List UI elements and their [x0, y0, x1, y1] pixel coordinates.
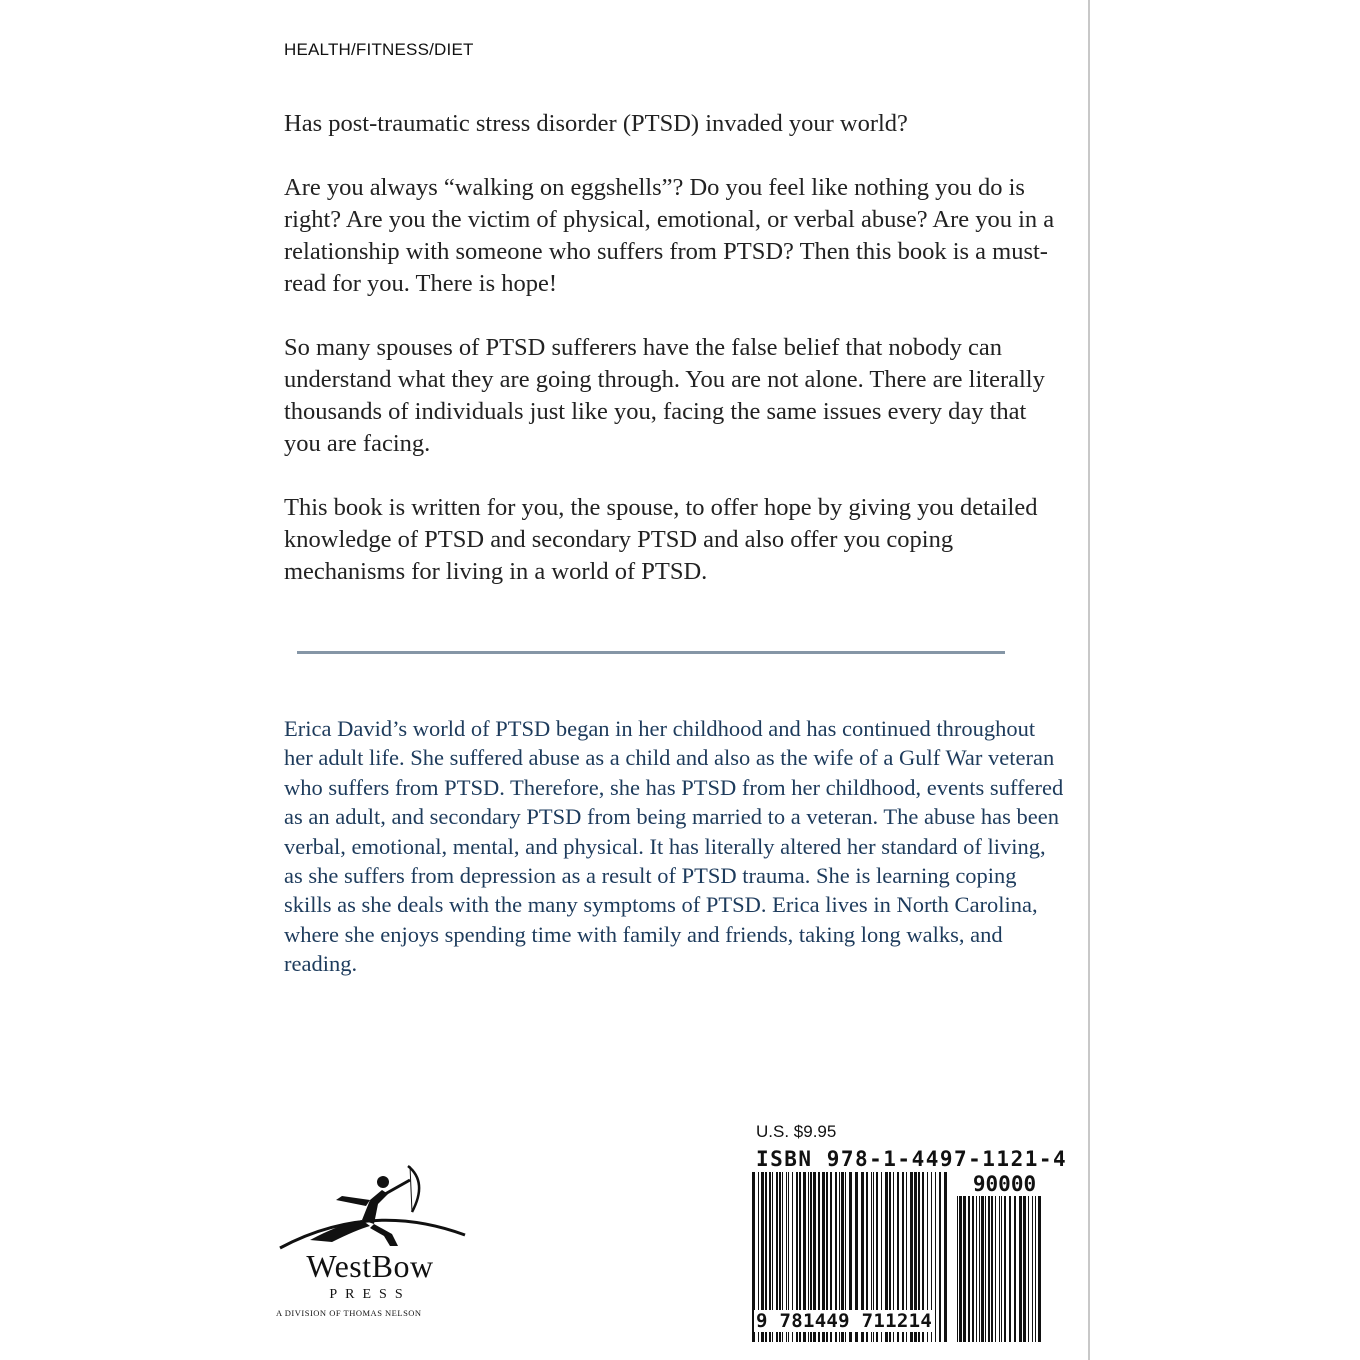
barcode-bar	[1004, 1196, 1006, 1342]
barcode-bar	[988, 1196, 990, 1342]
barcode-bar	[957, 1196, 958, 1342]
barcode-bar	[985, 1196, 986, 1342]
archer-icon	[270, 1160, 470, 1255]
spine-edge-line	[1088, 0, 1090, 1360]
barcode-bar	[1032, 1196, 1033, 1342]
barcode-bar	[981, 1196, 984, 1342]
price-label: U.S. $9.95	[756, 1122, 837, 1141]
section-divider	[297, 651, 1005, 654]
barcode-bar	[1028, 1196, 1029, 1342]
barcode	[752, 1172, 1047, 1342]
barcode-bar	[976, 1196, 977, 1342]
author-bio-text: Erica David’s world of PTSD began in her childhood and has continued throughout her adult life. She suffered abuse as a child and also as the wife of a Gulf War veteran who suffers from PTSD. Therefore, she has PTSD from her childhood, events suffered as an adult, and secondary PTSD from being married to a veteran. The abuse has been verbal, emotional, mental, and physical. It has literally altered her standard of living, as she suffers from depression as a result of PTSD trauma. She is learning coping skills as she deals with the many symptoms of PTSD. Erica lives in North Carolina, where she enjoys spending time with family and friends, taking long walks, and reading.	[284, 716, 1064, 977]
barcode-bar	[935, 1172, 936, 1342]
blurb-paragraph: This book is written for you, the spouse, to offer hope by giving you detailed knowledge of PTSD and secondary PTSD and also offer you coping mechanisms for living in a world of PTSD.	[284, 494, 1038, 585]
barcode-bar	[1023, 1196, 1026, 1342]
barcode-bar	[1019, 1196, 1022, 1342]
barcode-addon-code: 90000	[972, 1172, 1037, 1196]
barcode-bar	[991, 1196, 993, 1342]
blurb-paragraph: So many spouses of PTSD sufferers have the false belief that nobody can understand what they are going through. You are not alone. There are literally thousands of individuals just like you, facing the same issues every day that you are facing.	[284, 334, 1045, 457]
barcode-bar	[959, 1196, 962, 1342]
barcode-bar	[939, 1172, 941, 1342]
blurb	[284, 108, 1064, 620]
publisher-name: WestBow	[306, 1248, 434, 1284]
barcode-bar	[963, 1196, 966, 1342]
barcode-bar	[1001, 1196, 1002, 1342]
barcode-digits: 9 781449 711214	[756, 1310, 933, 1332]
barcode-bar	[995, 1196, 996, 1342]
barcode-bar	[972, 1196, 974, 1342]
category-label: HEALTH/FITNESS/DIET	[284, 40, 474, 59]
barcode-bar	[999, 1196, 1000, 1342]
barcode-bar	[1014, 1196, 1016, 1342]
barcode-bar	[1035, 1196, 1036, 1342]
barcode-bar	[944, 1172, 947, 1342]
barcode-bar	[1009, 1196, 1011, 1342]
barcode-bar	[968, 1196, 970, 1342]
publisher-logo	[270, 1160, 470, 1330]
blurb-paragraph: Are you always “walking on eggshells”? Do you feel like nothing you do is right? Are you the victim of physical, emotional, or verbal abuse? Are you in a relationship with someone who suffers from PTSD? Then this book is a must-read for you. There is hope!	[284, 174, 1055, 297]
isbn-label: ISBN 978-1-4497-1121-4	[756, 1147, 1068, 1171]
barcode-bar	[1038, 1196, 1041, 1342]
publisher-division: A DIVISION OF THOMAS NELSON	[276, 1308, 422, 1318]
author-bio	[284, 714, 1064, 979]
publisher-press: PRESS	[329, 1287, 411, 1302]
barcode-addon-bars	[957, 1196, 1045, 1342]
barcode-bar	[979, 1196, 980, 1342]
blurb-paragraph: Has post-traumatic stress disorder (PTSD) invaded your world?	[284, 110, 908, 137]
